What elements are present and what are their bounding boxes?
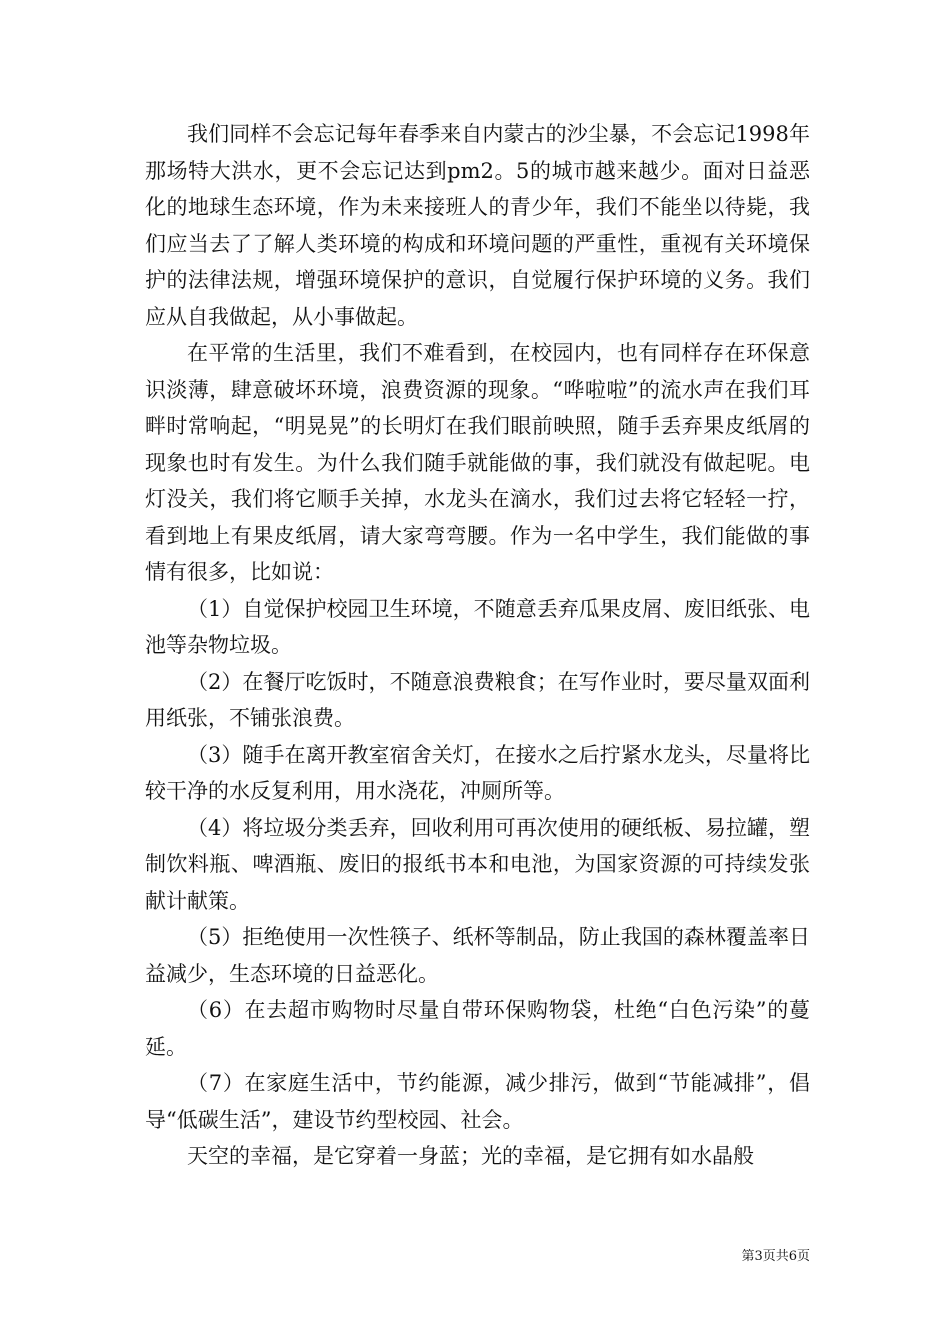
list-item-5: （5）拒绝使用一次性筷子、纸杯等制品，防止我国的森林覆盖率日益减少，生态环境的日益恶化。 [145, 925, 810, 986]
list-item-3: （3）随手在离开教室宿舍关灯，在接水之后拧紧水龙头，尽量将比较干净的水反复利用，用水浇花，冲厕所等。 [145, 742, 810, 803]
list-item-6: （6）在去超市购物时尽量自带环保购物袋，杜绝“白色污染”的蔓延。 [145, 998, 810, 1059]
list-item-1: （1）自觉保护校园卫生环境，不随意丢弃瓜果皮屑、废旧纸张、电池等杂物垃圾。 [145, 596, 810, 657]
paragraph-sandstorm-flood: 我们同样不会忘记每年春季来自内蒙古的沙尘暴，不会忘记1998年那场特大洪水，更不会忘记达到pm2。5的城市越来越少。面对日益恶化的地球生态环境，作为未来接班人的青少年，我们不能坐以待毙，我们应当去了了解人类环境的构成和环境问题的严重性，重视有关环境保护的法律法规，增强环境保护的意识，自觉履行保护环境的义务。我们应从自我做起，从小事做起。 [145, 122, 810, 329]
list-item-2: （2）在餐厅吃饭时，不随意浪费粮食；在写作业时，要尽量双面利用纸张，不铺张浪费。 [145, 669, 810, 730]
paragraph-campus-waste: 在平常的生活里，我们不难看到，在校园内，也有同样存在环保意识淡薄，肆意破坏环境，浪费资源的现象。“哗啦啦”的流水声在我们耳畔时常响起，“明晃晃”的长明灯在我们眼前映照，随手丢弃果皮纸屑的现象也时有发生。为什么我们随手就能做的事，我们就没有做起呢。电灯没关，我们将它顺手关掉，水龙头在滴水，我们过去将它轻轻一拧，看到地上有果皮纸屑，请大家弯弯腰。作为一名中学生，我们能做的事情有很多，比如说： [145, 341, 810, 584]
list-item-7: （7）在家庭生活中，节约能源，减少排污，做到“节能减排”，倡导“低碳生活”，建设节约型校园、社会。 [145, 1071, 810, 1132]
list-item-4: （4）将垃圾分类丢弃，回收利用可再次使用的硬纸板、易拉罐，塑制饮料瓶、啤酒瓶、废旧的报纸书本和电池，为国家资源的可持续发张献计献策。 [145, 815, 810, 913]
paragraph-sky-happiness: 天空的幸福，是它穿着一身蓝；光的幸福，是它拥有如水晶般 [187, 1144, 754, 1168]
document-body [145, 116, 810, 1175]
page-number-footer: 第3页共6页 [741, 1249, 810, 1264]
